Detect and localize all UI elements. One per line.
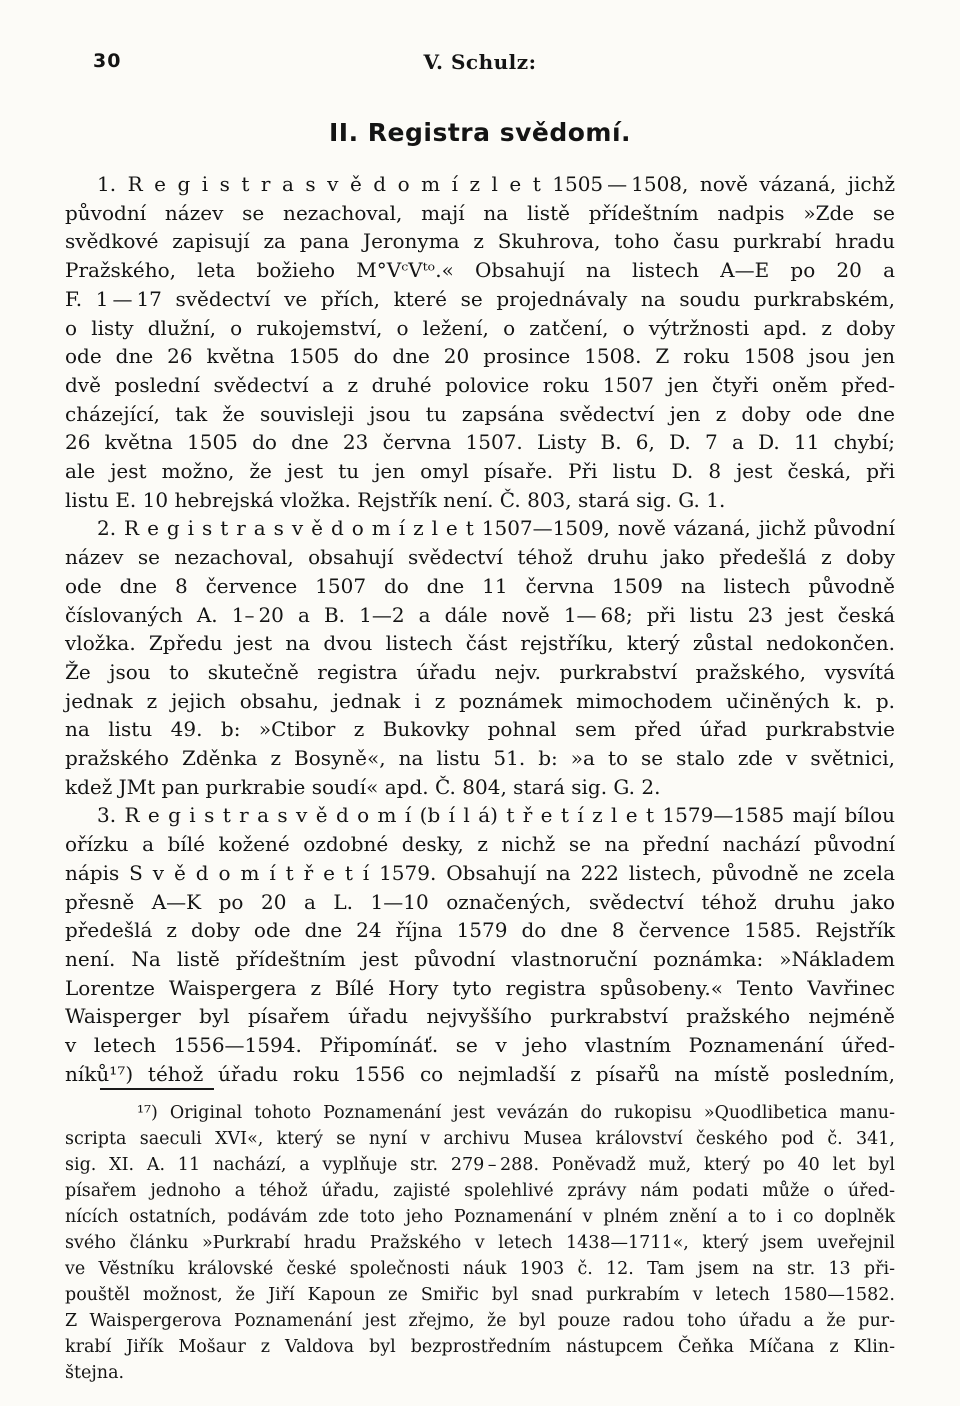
- body-line: kdež JMt pan purkrabie soudí« apd. Č. 804, stará sig. G. 2.: [65, 774, 661, 799]
- footnote-line: svého článku »Purkrabí hradu Pražského v letech 1438—1711«, který jsem uveřejnil: [65, 1233, 895, 1253]
- body-line: o listy dlužní, o rukojemství, o ležení, o zatčení, o výtržnosti apd. z doby: [65, 315, 895, 340]
- body-text: [65, 170, 895, 1089]
- section-title: II. Registra svědomí.: [328, 118, 632, 147]
- body-line: jednak z jejich obsahu, jednak i z poznámek mimochodem učiněných k. p.: [65, 688, 895, 713]
- body-line: 3. R e g i s t r a s v ě d o m í (b í l á) t ř e t í z l e t 1579—1585 mají bílou: [97, 803, 895, 828]
- body-line: ale jest možno, že jest tu jen omyl písaře. Při listu D. 8 jest česká, při: [65, 459, 895, 484]
- body-line: níků¹⁷) téhož úřadu roku 1556 co nejmladší z písařů na místě posledním,: [65, 1061, 895, 1086]
- body-line: 26 května 1505 do dne 23 června 1507. Listy B. 6, D. 7 a D. 11 chybí;: [65, 430, 895, 455]
- body-line: Waisperger byl písařem úřadu nejvyššího purkrabství pražského nejméně: [65, 1004, 895, 1029]
- body-line: číslovaných A. 1– 20 a B. 1—2 a dále nově 1— 68; při listu 23 jest česká: [65, 602, 895, 627]
- body-line: název se nezachoval, obsahují svědectví téhož druhu jako předešlá z doby: [65, 545, 895, 570]
- body-line: na listu 49. b: »Ctibor z Bukovky pohnal sem před úřad purkrabstvie: [65, 717, 895, 742]
- body-line: cházející, tak že souvisleji jsou tu zapsána svědectví jen z doby ode dne: [65, 401, 895, 426]
- footnote-line: Z Waispergerova Poznamenání jest zřejmo, že byl pouze radou toho úřadu a že pur-: [65, 1311, 895, 1331]
- body-line: přesně A—K po 20 a L. 1—10 označených, svědectví téhož druhu jako: [65, 889, 895, 914]
- body-line: 1. R e g i s t r a s v ě d o m í z l e t 1505 — 1508, nově vázaná, jichž: [97, 172, 895, 196]
- footnote-line: sig. XI. A. 11 nachází, a vyplňuje str. 279 – 288. Poněvadž muž, který po 40 let byl: [65, 1155, 895, 1175]
- footnote-line: pouštěl možnost, že Jiří Kapoun ze Smiřic byl snad purkrabím v letech 1580—1582.: [65, 1285, 895, 1305]
- body-line: svědkové zapisují za pana Jeronyma z Skuhrova, toho času purkrabí hradu: [65, 229, 895, 254]
- footnote-line: písařem jednoho a téhož úřadu, zajisté spolehlivé zprávy nám podati může o úřed-: [65, 1181, 895, 1201]
- body-line: ořízku a bílé kožené ozdobné desky, z nichž se na přední nachází původní: [65, 832, 895, 857]
- footnote-separator-rule: [100, 1088, 214, 1090]
- body-line: ode dne 26 května 1505 do dne 20 prosince 1508. Z roku 1508 jsou jen: [65, 344, 895, 369]
- body-line: dvě poslední svědectví a z druhé polovice roku 1507 jen čtyři oněm před-: [65, 372, 895, 397]
- footnote-line: ¹⁷) Original tohoto Poznamenání jest vevázán do rukopisu »Quodlibetica manu-: [137, 1103, 895, 1123]
- body-line: nápis S v ě d o m í t ř e t í 1579. Obsahují na 222 listech, původně ne zcela: [65, 860, 895, 885]
- body-line: Lorentze Waispergera z Bílé Hory tyto registra spůsobeny.« Tento Vavřinec: [65, 975, 895, 1000]
- footnote-line: ve Věstníku královské české společnosti náuk 1903 č. 12. Tam jsem na str. 13 při-: [65, 1259, 895, 1279]
- body-line: F. 1 — 17 svědectví ve přích, které se projednávaly na soudu purkrabském,: [65, 286, 895, 311]
- body-line: Pražského, leta božieho M°VᶜVᵗᵒ.« Obsahují na listech A—E po 20 a: [65, 258, 895, 283]
- body-line: Že jsou to skutečně registra úřadu nejv. purkrabství pražského, vysvítá: [65, 659, 895, 684]
- page-number: 30: [93, 50, 122, 72]
- footnote-line: štejna.: [65, 1363, 125, 1383]
- footnote: [65, 1100, 895, 1386]
- body-line: listu E. 10 hebrejská vložka. Rejstřík není. Č. 803, stará sig. G. 1.: [65, 487, 726, 512]
- body-line: pražského Zděnka z Bosyně«, na listu 51. b: »a to se stalo zde v světnici,: [65, 746, 895, 771]
- footnote-line: scripta saeculi XVI«, který se nyní v archivu Musea království českého pod č. 341,: [65, 1129, 895, 1149]
- body-line: 2. R e g i s t r a s v ě d o m í z l e t 1507—1509, nově vázaná, jichž původní: [97, 516, 895, 541]
- body-line: původní název se nezachoval, mají na listě přídeštním nadpis »Zde se: [65, 200, 895, 225]
- body-line: předešlá z doby ode dne 24 října 1579 do dne 8 července 1585. Rejstřík: [65, 918, 895, 943]
- body-line: ode dne 8 července 1507 do dne 11 června 1509 na listech původně: [65, 573, 895, 598]
- body-line: vložka. Zpředu jest na dvou listech část rejstříku, který zůstal nedokončen.: [65, 631, 895, 656]
- footnote-line: krabí Jiřík Mošaur z Valdova byl bezprostředním nástupcem Čeňka Míčana z Klin-: [65, 1337, 895, 1357]
- body-line: v letech 1556—1594. Připomínáť. se v jeho vlastním Poznamenání úřed-: [65, 1033, 895, 1058]
- body-line: není. Na listě přídeštním jest původní vlastnoruční poznámka: »Nákladem: [65, 946, 895, 971]
- page-header: [65, 50, 895, 76]
- footnote-line: nících ostatních, podávám zde toto jeho Poznamenání v plném znění a to i co doplněk: [65, 1207, 895, 1227]
- running-header: V. Schulz:: [423, 50, 537, 74]
